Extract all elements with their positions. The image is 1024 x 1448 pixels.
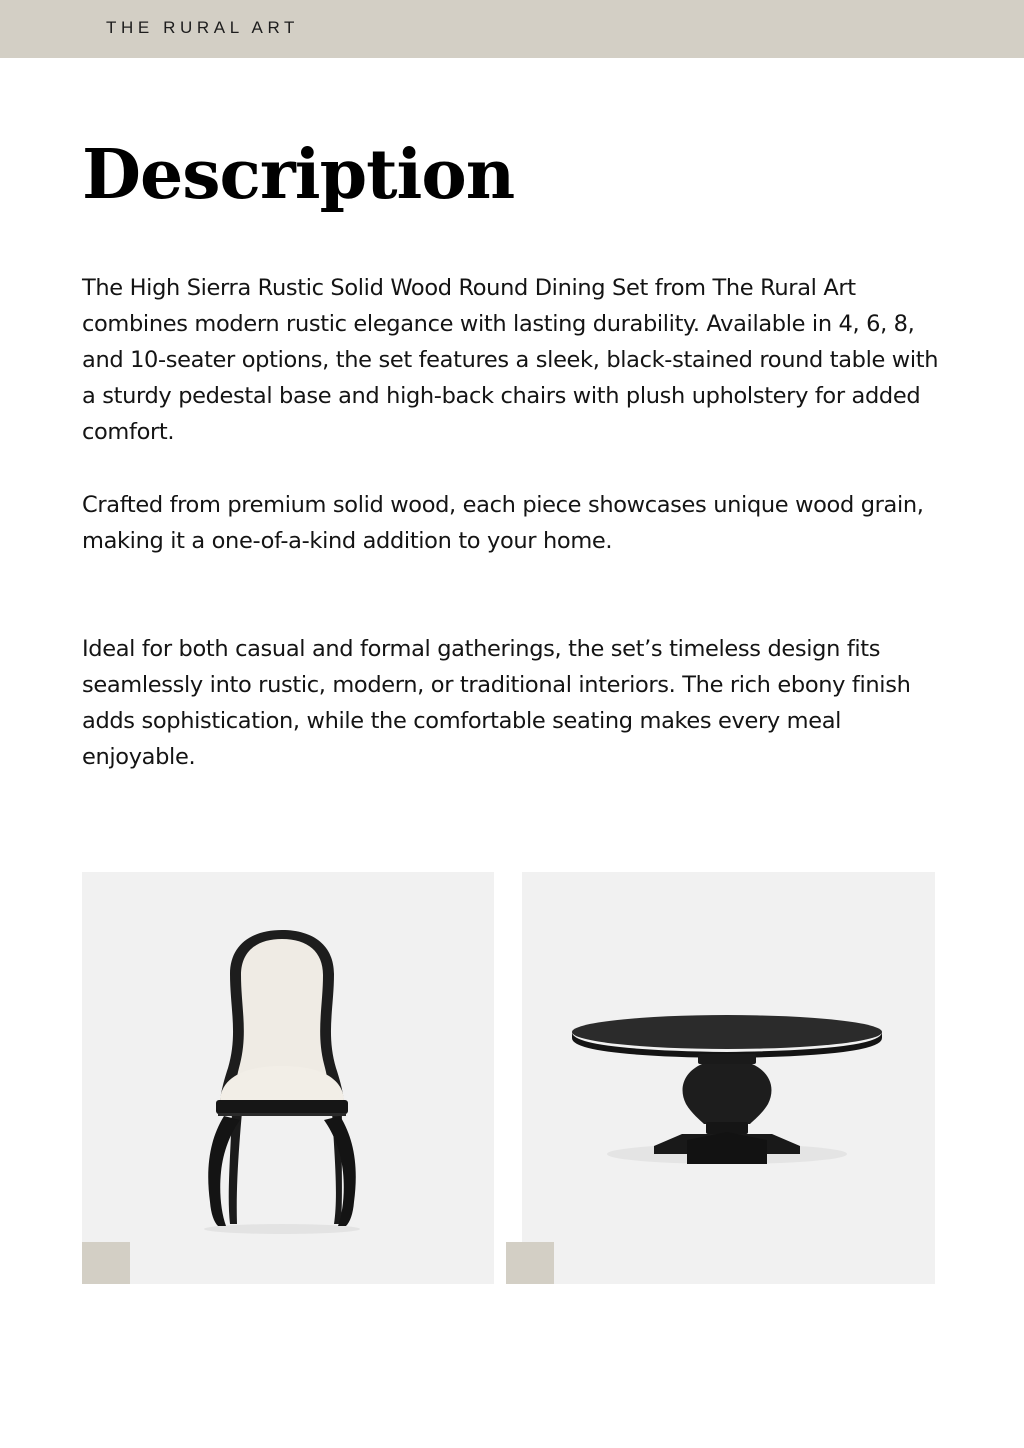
dining-chair-icon: [82, 872, 494, 1284]
description-paragraph: The High Sierra Rustic Solid Wood Round Dining Set from The Rural Art combines modern rustic elegance with lasting durability. Available in 4, 6, 8, and 10-seater options, the set features a sleek, black-stained round table with a sturdy pedestal base and high-back chairs with plush upholstery for added comfort.: [82, 275, 939, 445]
corner-accent-block: [82, 1242, 130, 1284]
table-photo: [522, 872, 935, 1284]
corner-accent-block: [506, 1242, 554, 1284]
page-title: Description: [82, 135, 515, 215]
round-pedestal-table-icon: [522, 872, 935, 1284]
header-bar: [0, 0, 1024, 58]
description-paragraph: Ideal for both casual and formal gatherings, the set’s timeless design fits seamlessly into rustic, modern, or traditional interiors. The rich ebony finish adds sophistication, while the comfortable seating makes every meal enjoyable.: [82, 636, 911, 770]
chair-photo: [82, 872, 494, 1284]
brand-name: THE RURAL ART: [106, 18, 299, 37]
description-paragraph: Crafted from premium solid wood, each piece showcases unique wood grain, making it a one-of-a-kind addition to your home.: [82, 492, 924, 554]
